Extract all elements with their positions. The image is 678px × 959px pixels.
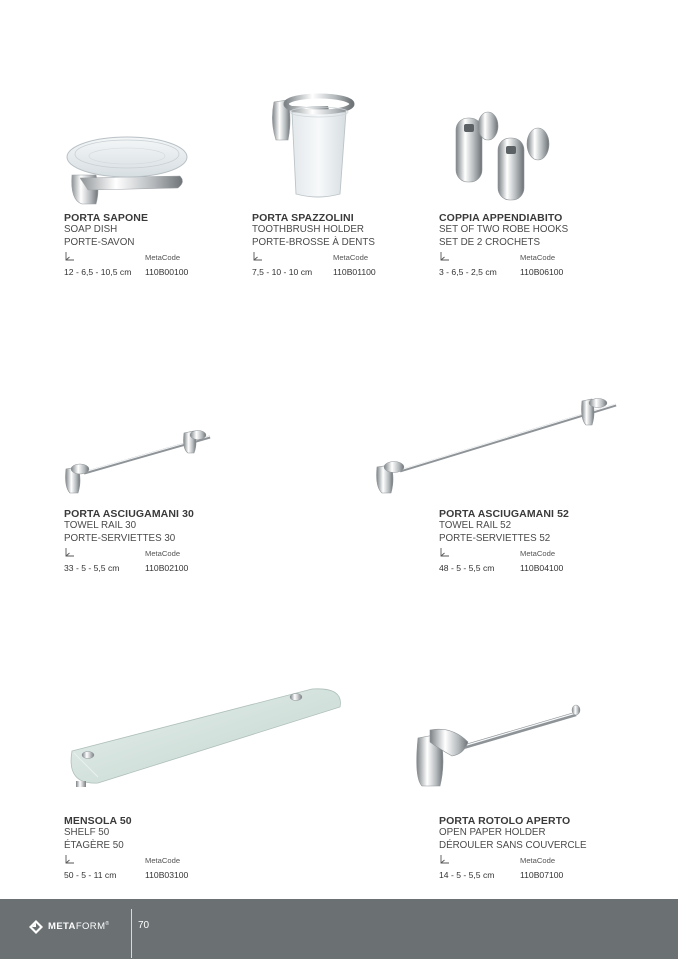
brand-logo xyxy=(28,919,109,935)
metacode-label: MetaCode xyxy=(145,549,181,558)
product-dimensions: 50 - 5 - 11 cm xyxy=(64,870,117,880)
product-dimensions: 48 - 5 - 5,5 cm xyxy=(439,563,495,573)
product-name-en: SOAP DISH xyxy=(64,224,118,235)
metacode-label: MetaCode xyxy=(520,549,556,558)
dimensions-icon xyxy=(64,251,76,263)
product-name-fr: ÉTAGÈRE 50 xyxy=(64,839,124,851)
product-code: 110B04100 xyxy=(520,563,564,573)
product-name: PORTA SPAZZOLINI xyxy=(252,212,354,224)
product-code: 110B00100 xyxy=(145,267,189,277)
product-dimensions: 3 - 6,5 - 2,5 cm xyxy=(439,267,497,277)
product-code: 110B07100 xyxy=(520,870,564,880)
product-code: 110B01100 xyxy=(333,267,376,277)
product-dimensions: 14 - 5 - 5,5 cm xyxy=(439,870,495,880)
product-name-fr: PORTE-BROSSE À DENTS xyxy=(252,236,375,248)
product-dimensions: 33 - 5 - 5,5 cm xyxy=(64,563,120,573)
product-name-fr: DÉROULER SANS COUVERCLE xyxy=(439,839,587,851)
product-name-en: SET OF TWO ROBE HOOKS xyxy=(439,224,569,235)
metacode-label: MetaCode xyxy=(520,856,556,865)
towel-rail-52-image xyxy=(370,395,622,497)
product-code: 110B06100 xyxy=(520,267,564,277)
product-name: PORTA SAPONE xyxy=(64,212,149,224)
footer-divider xyxy=(131,909,132,958)
toothbrush-holder-image xyxy=(268,92,360,202)
product-name-en: TOWEL RAIL 30 xyxy=(64,520,137,531)
product-name: PORTA ASCIUGAMANI 52 xyxy=(439,508,569,520)
dimensions-icon xyxy=(439,854,451,866)
towel-rail-30-image xyxy=(60,425,220,497)
product-name-fr: PORTE-SERVIETTES 52 xyxy=(439,532,551,544)
metacode-label: MetaCode xyxy=(520,253,556,262)
product-name: MENSOLA 50 xyxy=(64,815,132,827)
paper-holder-image xyxy=(412,698,587,790)
product-name: COPPIA APPENDIABITO xyxy=(439,212,563,224)
product-name: PORTA ROTOLO APERTO xyxy=(439,815,571,827)
logo-diamond-icon xyxy=(28,919,44,935)
dimensions-icon xyxy=(64,854,76,866)
dimensions-icon xyxy=(64,547,76,559)
robe-hooks-image xyxy=(450,110,555,205)
product-name-fr: SET DE 2 CROCHETS xyxy=(439,236,541,248)
dimensions-icon xyxy=(439,251,451,263)
product-name-en: TOOTHBRUSH HOLDER xyxy=(252,224,364,235)
dimensions-icon xyxy=(439,547,451,559)
product-name-en: OPEN PAPER HOLDER xyxy=(439,827,546,838)
product-code: 110B02100 xyxy=(145,563,189,573)
metacode-label: MetaCode xyxy=(145,253,181,262)
product-dimensions: 7,5 - 10 - 10 cm xyxy=(252,267,313,277)
product-name-fr: PORTE-SAVON xyxy=(64,236,135,248)
product-code: 110B03100 xyxy=(145,870,189,880)
metacode-label: MetaCode xyxy=(145,856,181,865)
glass-shelf-image xyxy=(62,685,347,790)
page-number: 70 xyxy=(138,920,150,931)
dimensions-icon xyxy=(252,251,264,263)
product-name-fr: PORTE-SERVIETTES 30 xyxy=(64,532,176,544)
product-name: PORTA ASCIUGAMANI 30 xyxy=(64,508,194,520)
page-footer xyxy=(0,899,678,959)
product-name-en: SHELF 50 xyxy=(64,827,110,838)
product-name-en: TOWEL RAIL 52 xyxy=(439,520,512,531)
product-dimensions: 12 - 6,5 - 10,5 cm xyxy=(64,267,132,277)
soap-dish-image xyxy=(60,130,195,210)
brand-name: METAFORM® xyxy=(48,921,110,933)
metacode-label: MetaCode xyxy=(333,253,369,262)
